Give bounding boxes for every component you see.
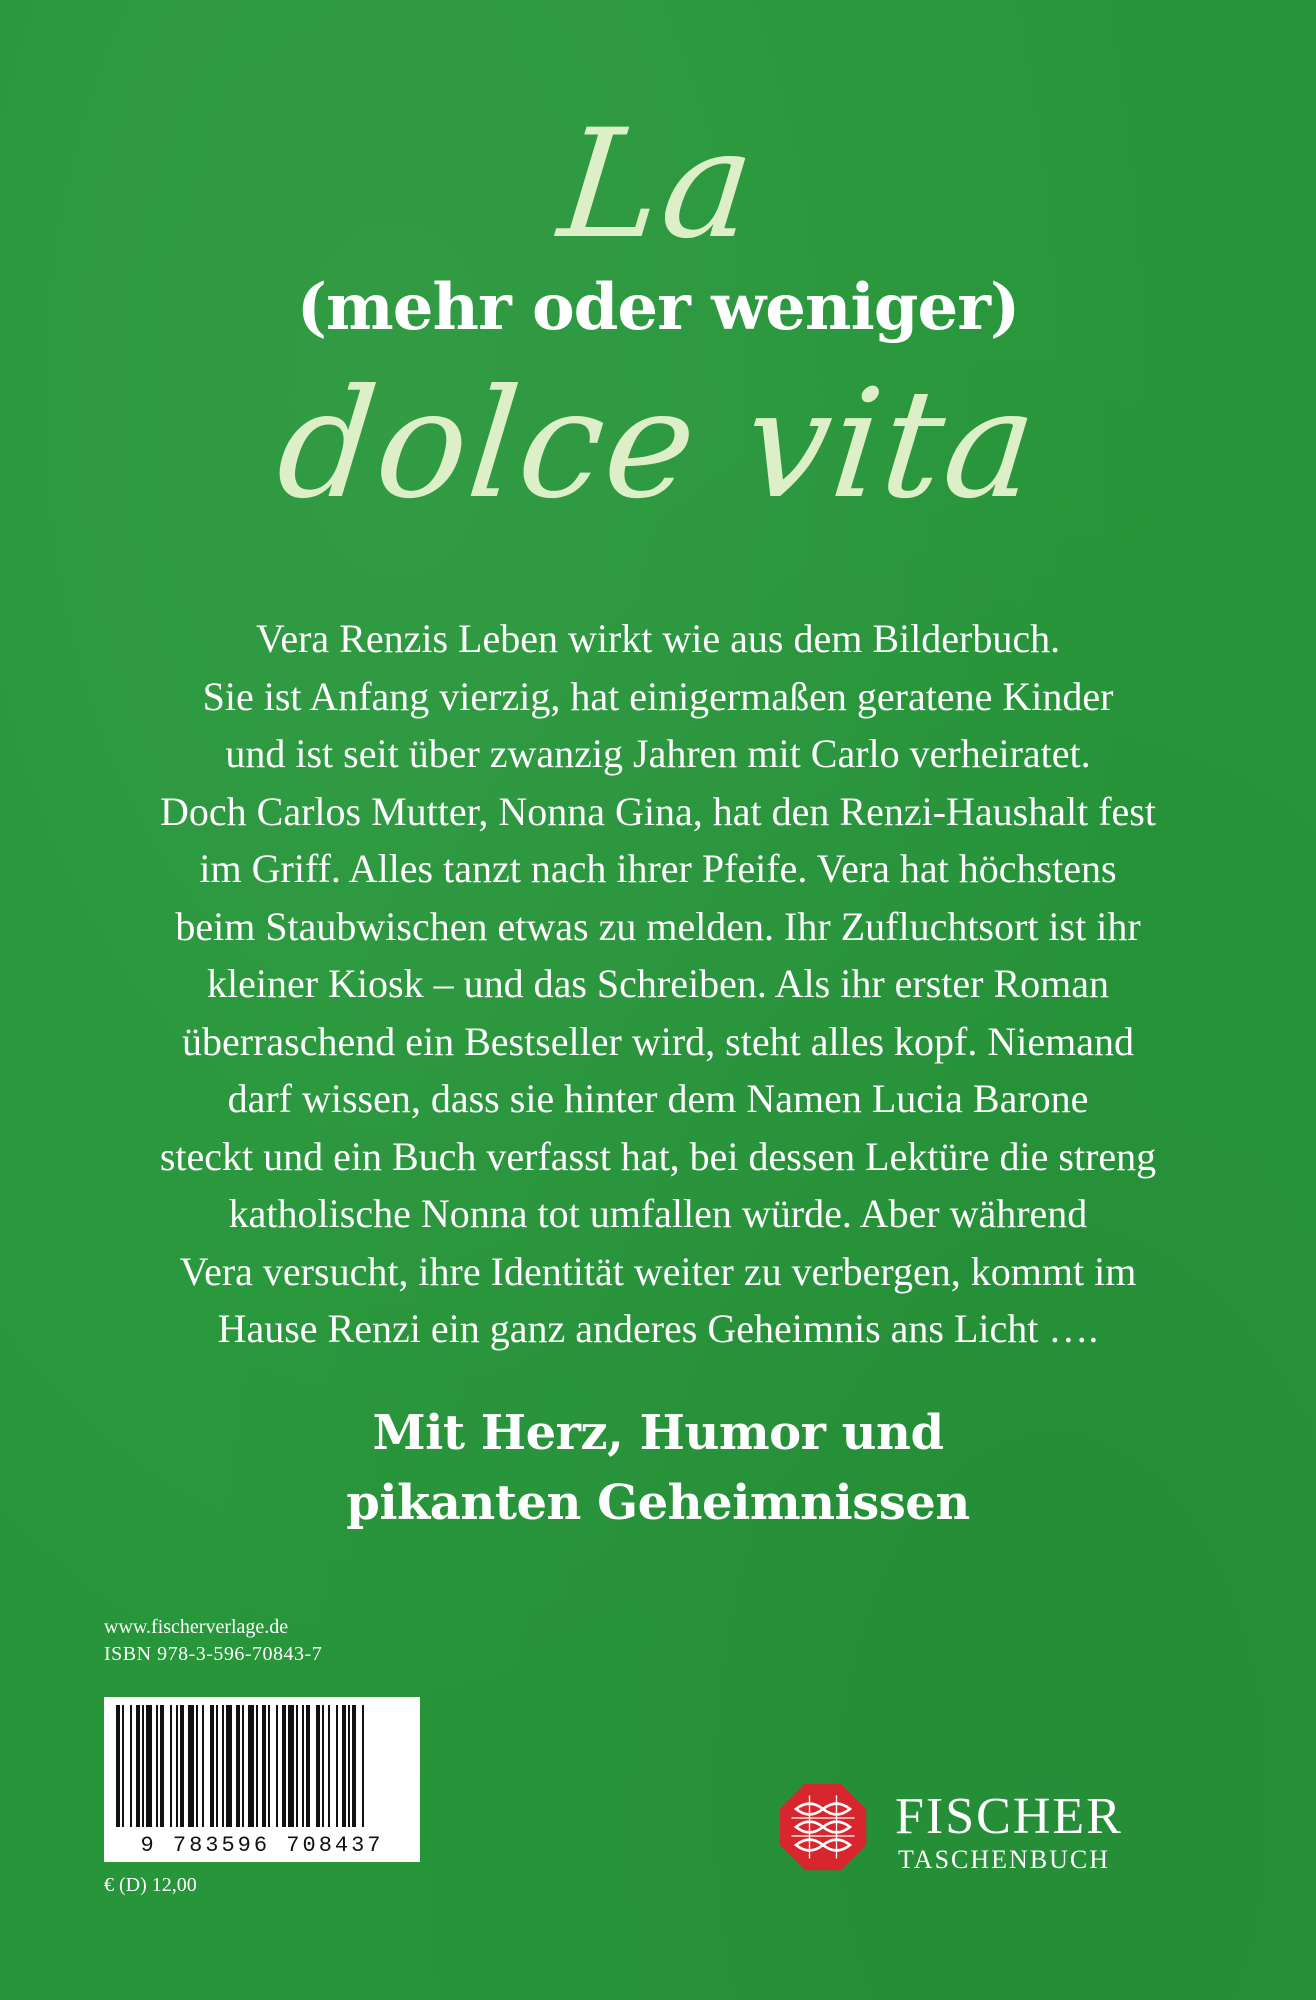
- blurb-line: Hause Renzi ein ganz anderes Geheimnis ans Licht ….: [217, 1306, 1099, 1351]
- barcode-digits: 9 783596 708437: [140, 1833, 384, 1858]
- price: € (D) 12,00: [104, 1874, 197, 1896]
- fischer-logo-icon: [778, 1782, 868, 1872]
- publisher-subtitle: TASCHENBUCH: [898, 1845, 1111, 1874]
- tagline-line-1: Mit Herz, Humor und: [372, 1405, 944, 1461]
- title-mehr-oder-weniger: (mehr oder weniger): [296, 270, 1020, 345]
- blurb-line: im Griff. Alles tanzt nach ihrer Pfeife. Vera hat höchstens: [199, 846, 1117, 891]
- blurb-line: Sie ist Anfang vierzig, hat einigermaßen geratene Kinder: [202, 673, 1114, 719]
- title-dolce-vita: dolce vita: [270, 358, 1046, 532]
- publisher-name: FISCHER: [895, 1788, 1123, 1845]
- blurb-line: überraschend ein Bestseller wird, steht alles kopf. Niemand: [182, 1018, 1134, 1064]
- publisher-website: www.fischerverlage.de: [104, 1616, 289, 1638]
- tagline: [0, 1398, 1316, 1538]
- tagline-line-2: pikanten Geheimnissen: [346, 1475, 970, 1531]
- blurb-line: Doch Carlos Mutter, Nonna Gina, hat den Renzi-Haushalt fest: [160, 788, 1156, 834]
- blurb-line: katholische Nonna tot umfallen würde. Aber während: [228, 1191, 1088, 1236]
- isbn-number: ISBN 978-3-596-70843-7: [104, 1643, 323, 1665]
- blurb-line: und ist seit über zwanzig Jahren mit Carlo verheiratet.: [225, 731, 1091, 776]
- blurb-line: darf wissen, dass sie hinter dem Namen Lucia Barone: [227, 1076, 1089, 1121]
- blurb-line: steckt und ein Buch verfasst hat, bei dessen Lektüre die streng: [159, 1133, 1157, 1179]
- blurb-line: beim Staubwischen etwas zu melden. Ihr Zufluchtsort ist ihr: [175, 903, 1141, 949]
- blurb-line: kleiner Kiosk – und das Schreiben. Als ihr erster Roman: [206, 961, 1110, 1006]
- barcode: [104, 1697, 420, 1862]
- blurb-line: Vera Renzis Leben wirkt wie aus dem Bilderbuch.: [255, 616, 1061, 661]
- blurb-line: Vera versucht, ihre Identität weiter zu verbergen, kommt im: [179, 1248, 1137, 1294]
- blurb-text: [100, 610, 1216, 1358]
- title-la: La: [552, 98, 764, 272]
